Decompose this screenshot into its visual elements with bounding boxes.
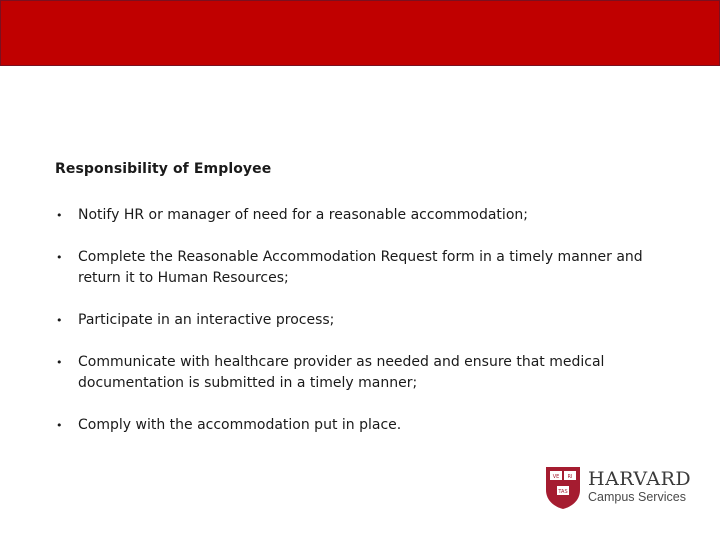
bullet-icon: •: [56, 419, 63, 432]
list-item-text: Notify HR or manager of need for a reasonable accommodation;: [78, 207, 528, 223]
list-item: [55, 310, 655, 331]
list-item-text: Participate in an interactive process;: [78, 312, 335, 328]
list-item-text: Communicate with healthcare provider as needed and ensure that medical documentation is submitted in a timely manner;: [78, 354, 605, 391]
svg-text:RI: RI: [567, 474, 573, 480]
list-item-text: Comply with the accommodation put in place.: [78, 417, 402, 433]
bullet-icon: •: [56, 209, 63, 222]
title-banner: [0, 0, 720, 66]
list-item: [55, 352, 655, 394]
logo-subtitle: Campus Services: [588, 490, 686, 504]
list-item: [55, 205, 655, 226]
svg-text:VE: VE: [552, 474, 560, 480]
bullet-icon: •: [56, 314, 63, 327]
list-item: [55, 415, 655, 436]
responsibility-list: [55, 205, 655, 457]
list-item: [55, 247, 655, 289]
bullet-icon: •: [56, 251, 63, 264]
list-item-text: Complete the Reasonable Accommodation Request form in a timely manner and return it to Human Resources;: [78, 249, 643, 286]
bullet-icon: •: [56, 356, 63, 369]
harvard-campus-services-logo: [545, 466, 695, 510]
svg-text:TAS: TAS: [558, 489, 568, 495]
harvard-shield-icon: [545, 466, 581, 510]
section-heading: Responsibility of Employee: [55, 161, 272, 177]
logo-name: HARVARD: [588, 468, 692, 490]
